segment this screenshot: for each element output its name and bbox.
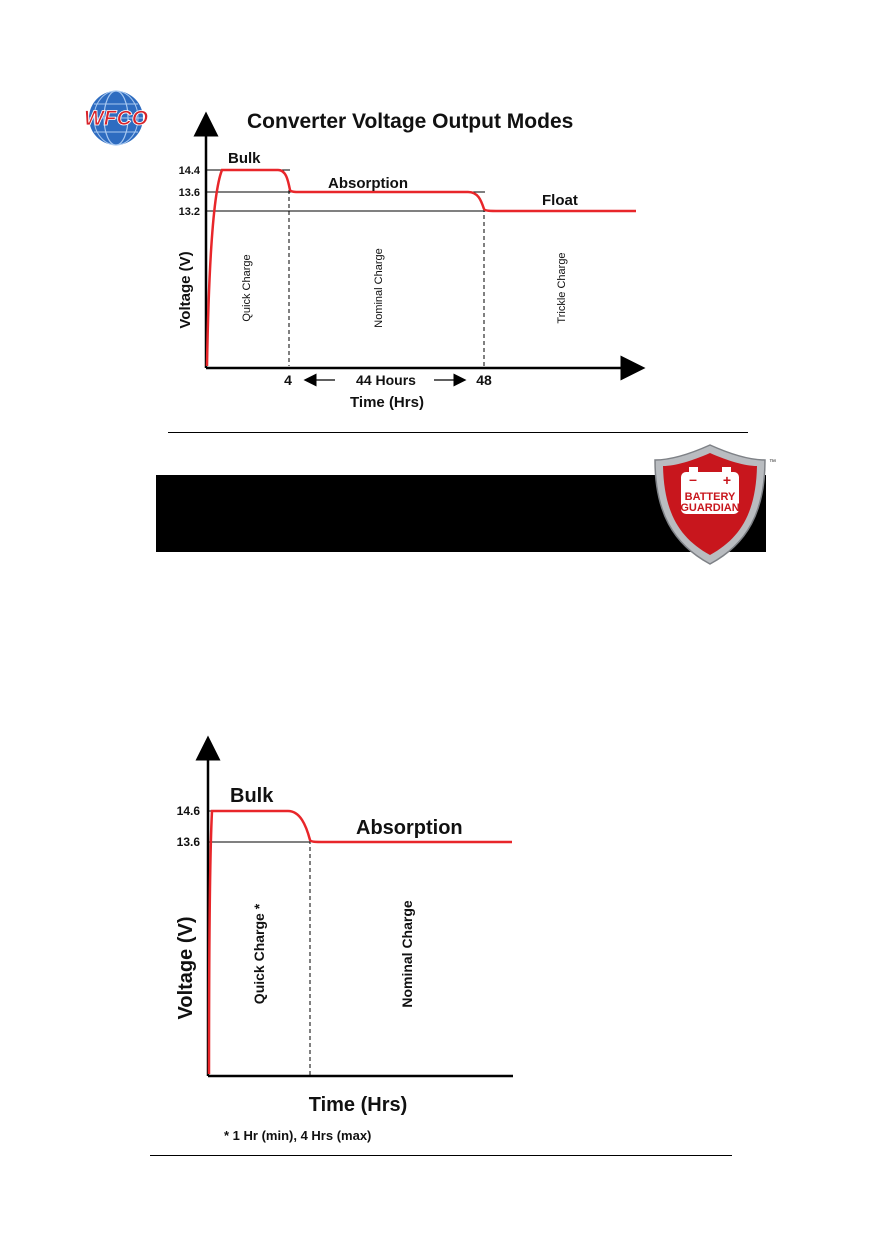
chart1-xlabel: Time (Hrs) [350,394,424,411]
chart2-phase-absorption: Absorption [356,817,463,839]
divider-top [168,432,748,433]
chart1-ytick-13-2: 13.2 [178,206,200,218]
battery-plus-icon: + [722,472,732,488]
chart2-ytick-14-6: 14.6 [176,804,200,818]
badge-text-line2: GUARDIAN [680,502,740,514]
chart1-ytick-14-4: 14.4 [178,165,200,177]
chart2-ytick-13-6: 13.6 [176,835,200,849]
badge-trademark: ™ [769,459,776,466]
chart1-zone-trickle: Trickle Charge [556,252,568,324]
chart2-zone-nominal: Nominal Charge [399,900,415,1008]
logo-text: WFCO [83,107,149,130]
battery-minus-icon: – [689,471,697,487]
chart1-xtick-48: 48 [476,372,492,388]
badge-text-line1: BATTERY [684,491,736,503]
chart1-phase-absorption: Absorption [328,175,408,192]
chart1-title: Converter Voltage Output Modes [247,110,574,133]
wfco-logo [78,84,154,154]
chart2-ylabel: Voltage (V) [175,916,197,1020]
battery-guardian-badge [645,442,775,568]
chart1-ytick-13-6: 13.6 [178,187,200,199]
chart2-xlabel: Time (Hrs) [308,1094,408,1116]
chart-battery-guardian [160,740,530,1145]
chart2-footnote: * 1 Hr (min), 4 Hrs (max) [224,1128,372,1143]
chart1-phase-float: Float [542,192,578,209]
chart1-phase-bulk: Bulk [228,150,261,167]
chart1-ylabel: Voltage (V) [177,251,194,329]
chart2-phase-bulk: Bulk [230,785,274,807]
chart1-zone-quick: Quick Charge [241,254,253,322]
chart1-zone-nominal: Nominal Charge [373,248,385,328]
divider-bottom [150,1155,732,1156]
chart1-xtick-4: 4 [284,372,292,388]
chart1-span-label: 44 Hours [356,372,416,388]
chart-converter-modes [160,100,660,415]
chart2-zone-quick: Quick Charge * [251,903,267,1005]
